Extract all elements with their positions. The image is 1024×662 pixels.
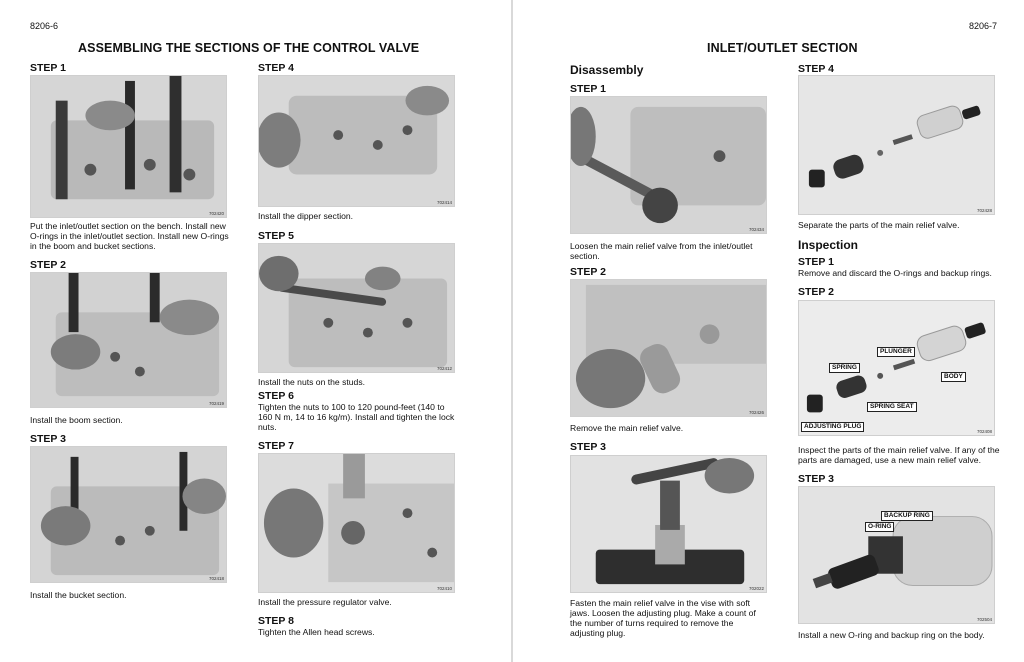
inspection-step-3-photo xyxy=(798,486,995,624)
disassembly-step-2-photo xyxy=(570,279,767,417)
photo-number: 702408 xyxy=(976,429,992,434)
page-number: 8206-6 xyxy=(30,21,59,31)
photo-number: 702412 xyxy=(436,366,452,371)
right-page xyxy=(513,0,1024,662)
page-number: 8206-7 xyxy=(969,21,998,31)
step-7-photo xyxy=(258,453,455,593)
inspection-step-2-caption: Inspect the parts of the main relief valve. If any of the parts are damaged, use a new main relief valve. xyxy=(798,445,1000,465)
photo-number: 702022 xyxy=(748,586,764,591)
step-5-caption: Install the nuts on the studs. xyxy=(258,377,366,387)
left-page xyxy=(0,0,511,662)
disassembly-step-2-caption: Remove the main relief valve. xyxy=(570,423,684,433)
callout-body: BODY xyxy=(941,372,966,382)
photo-number: 702420 xyxy=(208,211,224,216)
inspection-step-3-label: STEP 3 xyxy=(798,473,834,485)
inspection-step-1-caption: Remove and discard the O-rings and backup rings. xyxy=(798,268,992,278)
callout-adjusting-plug: ADJUSTING PLUG xyxy=(801,422,864,432)
inspection-step-3-caption: Install a new O-ring and backup ring on the body. xyxy=(798,630,985,640)
step-6-label: STEP 6 xyxy=(258,390,294,402)
callout-spring-seat: SPRING SEAT xyxy=(867,402,917,412)
step-7-caption: Install the pressure regulator valve. xyxy=(258,597,392,607)
page-title: ASSEMBLING THE SECTIONS OF THE CONTROL VALVE xyxy=(78,41,420,55)
disassembly-step-4-photo xyxy=(798,75,995,215)
inspection-step-2-label: STEP 2 xyxy=(798,286,834,298)
callout-spring: SPRING xyxy=(829,363,860,373)
step-2-photo xyxy=(30,272,227,408)
step-1-label: STEP 1 xyxy=(30,62,66,74)
step-8-caption: Tighten the Allen head screws. xyxy=(258,627,375,637)
photo-number: 702419 xyxy=(208,401,224,406)
disassembly-step-4-label: STEP 4 xyxy=(798,63,834,75)
step-8-label: STEP 8 xyxy=(258,615,294,627)
step-5-label: STEP 5 xyxy=(258,230,294,242)
callout-plunger: PLUNGER xyxy=(877,347,915,357)
disassembly-step-3-label: STEP 3 xyxy=(570,441,606,453)
step-4-caption: Install the dipper section. xyxy=(258,211,354,221)
photo-number: 702410 xyxy=(436,586,452,591)
inspection-step-2-photo xyxy=(798,300,995,436)
step-1-caption: Put the inlet/outlet section on the bench. Install new O-rings in the inlet/outlet section. Install new O-rings in the boom and bucket sections. xyxy=(30,221,229,251)
disassembly-step-1-caption: Loosen the main relief valve from the inlet/outlet section. xyxy=(570,241,753,261)
photo-number: 702428 xyxy=(976,208,992,213)
photo-number: 702418 xyxy=(208,576,224,581)
photo-number: 702426 xyxy=(748,410,764,415)
disassembly-step-4-caption: Separate the parts of the main relief valve. xyxy=(798,220,960,230)
step-2-caption: Install the boom section. xyxy=(30,415,123,425)
disassembly-step-1-label: STEP 1 xyxy=(570,83,606,95)
step-4-photo xyxy=(258,75,455,207)
disassembly-step-1-photo xyxy=(570,96,767,234)
page-title: INLET/OUTLET SECTION xyxy=(707,41,858,55)
inspection-heading: Inspection xyxy=(798,238,859,252)
step-2-label: STEP 2 xyxy=(30,259,66,271)
photo-number: 702414 xyxy=(436,200,452,205)
photo-number: 702504 xyxy=(976,617,992,622)
step-7-label: STEP 7 xyxy=(258,440,294,452)
step-5-photo xyxy=(258,243,455,373)
inspection-step-1-label: STEP 1 xyxy=(798,256,834,268)
disassembly-step-2-label: STEP 2 xyxy=(570,266,606,278)
callout-backup-ring: BACKUP RING xyxy=(881,511,933,521)
disassembly-heading: Disassembly xyxy=(570,63,644,77)
step-3-label: STEP 3 xyxy=(30,433,66,445)
disassembly-step-3-caption: Fasten the main relief valve in the vise with soft jaws. Loosen the adjusting plug. Make a count of the number of turns required to remove the adjusting plug. xyxy=(570,598,756,638)
callout-o-ring: O-RING xyxy=(865,522,894,532)
step-4-label: STEP 4 xyxy=(258,62,294,74)
photo-number: 702434 xyxy=(748,227,764,232)
step-3-caption: Install the bucket section. xyxy=(30,590,127,600)
step-3-photo xyxy=(30,446,227,583)
disassembly-step-3-photo xyxy=(570,455,767,593)
step-1-photo xyxy=(30,75,227,218)
step-6-caption: Tighten the nuts to 100 to 120 pound-feet (140 to 160 N m, 14 to 16 kg/m). Install and tighten the lock nuts. xyxy=(258,402,455,432)
